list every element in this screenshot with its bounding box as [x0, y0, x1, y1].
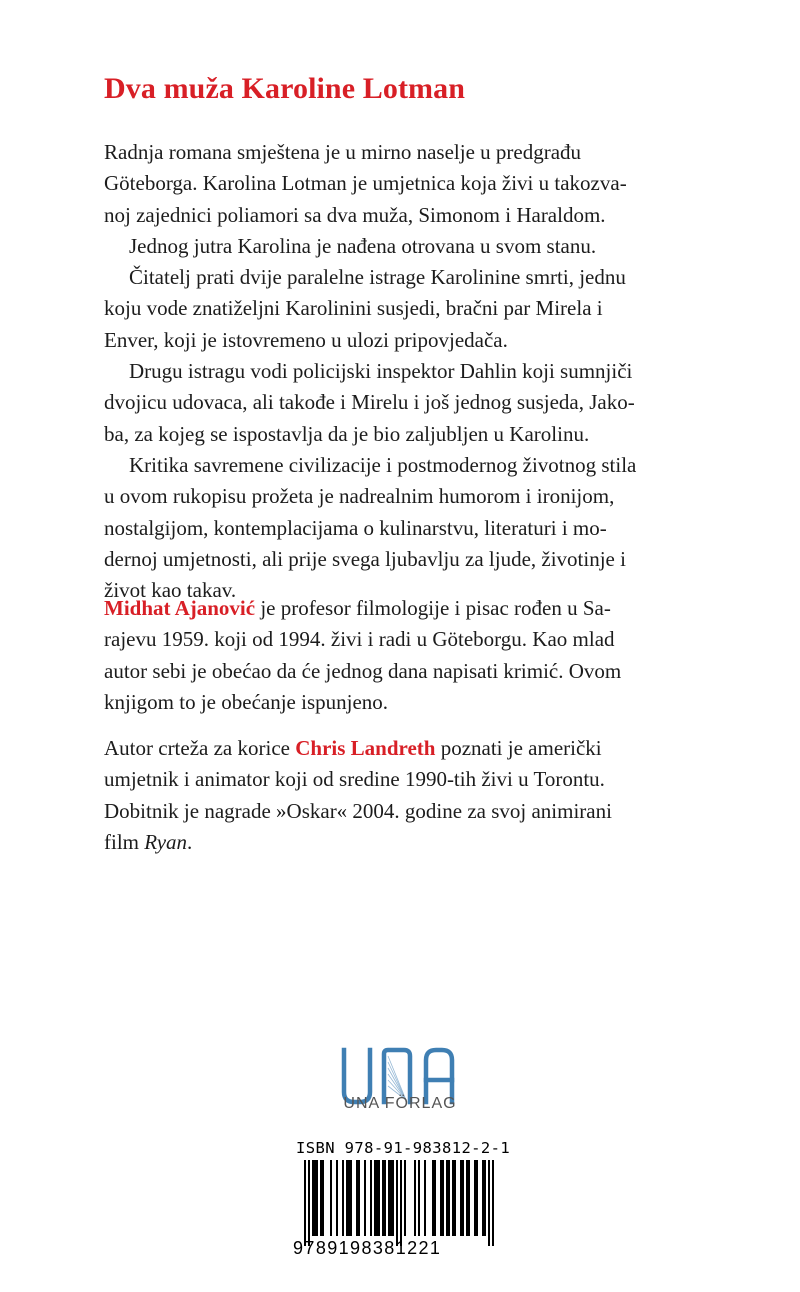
- bio-text: je profesor filmologije i pisac rođen u Sa-: [255, 596, 611, 620]
- blurb-paragraph-5: [104, 450, 714, 606]
- credit-text: Autor crteža za korice: [104, 736, 296, 760]
- blurb-line: koju vode znatiželjni Karolinini susjedi, bračni par Mirela i: [104, 296, 603, 321]
- blurb-line: u ovom rukopisu prožeta je nadrealnim humorom i ironijom,: [104, 484, 615, 509]
- blurb-line: Radnja romana smještena je u mirno naselje u predgrađu: [104, 140, 582, 164]
- isbn-label: ISBN 978-91-983812-2-1: [296, 1139, 511, 1157]
- publisher-name: UNA FÖRLAG: [343, 1095, 457, 1112]
- barcode-bar: [442, 1160, 444, 1236]
- barcode-bar: [364, 1160, 366, 1236]
- blurb-paragraph-3: [104, 262, 714, 356]
- barcode-bar: [476, 1160, 478, 1236]
- barcode-bar: [350, 1160, 352, 1236]
- barcode-bar: [400, 1160, 402, 1246]
- barcode-bar: [356, 1160, 358, 1236]
- barcode-bar: [378, 1160, 380, 1236]
- barcode-bar: [474, 1160, 476, 1236]
- barcode-bar: [314, 1160, 316, 1236]
- barcode-bar: [488, 1160, 490, 1246]
- barcode-bar: [434, 1160, 436, 1236]
- author-name: Midhat Ajanović: [104, 596, 256, 620]
- credit-text: film: [104, 829, 145, 854]
- illustrator-name: Chris Landreth: [295, 736, 436, 760]
- film-title: Ryan: [144, 829, 188, 854]
- credit-line: [104, 733, 724, 764]
- barcode-bar: [384, 1160, 386, 1236]
- barcode-bar: [452, 1160, 454, 1236]
- credit-line: umjetnik i animator koji od sredine 1990-tih živi u Torontu.: [104, 767, 605, 792]
- blurb-line: Göteborga. Karolina Lotman je umjetnica koja živi u takozva-: [104, 171, 627, 196]
- blurb-paragraph-4: [104, 356, 714, 450]
- barcode-bar: [418, 1160, 420, 1236]
- barcode-bar: [446, 1160, 448, 1236]
- blurb-line: Kritika savremene civilizacije i postmodernog životnog stila: [129, 452, 637, 477]
- barcode-bar: [484, 1160, 486, 1236]
- bio-line: knjigom to je obećanje ispunjeno.: [104, 689, 389, 714]
- barcode-bar: [390, 1160, 392, 1236]
- barcode-bar: [358, 1160, 360, 1236]
- barcode-bar: [482, 1160, 484, 1236]
- barcode-bar: [448, 1160, 450, 1236]
- barcode-bar: [304, 1160, 306, 1246]
- bio-line: [104, 593, 714, 624]
- barcode-bar: [424, 1160, 426, 1236]
- barcode-bar: [312, 1160, 314, 1236]
- barcode-bar: [454, 1160, 456, 1236]
- barcode-bar: [308, 1160, 310, 1246]
- blurb-line: ba, za kojeg se ispostavlja da je bio zaljubljen u Karolinu.: [104, 421, 590, 446]
- barcode-bar: [382, 1160, 384, 1236]
- blurb-paragraph-1: [104, 137, 714, 231]
- barcode-bar: [492, 1160, 494, 1246]
- barcode-bar: [330, 1160, 332, 1236]
- blurb-line: Čitatelj prati dvije paralelne istrage Karolinine smrti, jednu: [129, 265, 626, 290]
- barcode-bar: [460, 1160, 462, 1236]
- barcode-bar: [374, 1160, 376, 1236]
- barcode-bar: [404, 1160, 406, 1236]
- blurb-line: dvojicu udovaca, ali takođe i Mirelu i još jednog susjeda, Jako-: [104, 390, 635, 415]
- blurb-line: život kao takav.: [104, 578, 237, 603]
- blurb-line: nostalgijom, kontemplacijama o kulinarstvu, literaturi i mo-: [104, 515, 607, 540]
- credit-text: poznati je američki: [435, 736, 602, 760]
- blurb-line: Drugu istragu vodi policijski inspektor Dahlin koji sumnjiči: [129, 359, 633, 384]
- blurb-line: noj zajednici poliamori sa dva muža, Simonom i Haraldom.: [104, 202, 606, 227]
- bio-line: autor sebi je obećao da će jednog dana napisati krimić. Ovom: [104, 658, 622, 683]
- credit-text: .: [187, 829, 193, 854]
- blurb-line: dernoj umjetnosti, ali prije svega ljubavlju za ljude, životinje i: [104, 546, 626, 571]
- barcode-bar: [370, 1160, 372, 1236]
- cover-credit: [104, 733, 724, 858]
- book-blurb: [104, 137, 714, 606]
- barcode-bar: [392, 1160, 394, 1236]
- blurb-line: Jednog jutra Karolina je nađena otrovana u svom stanu.: [129, 233, 597, 258]
- barcode-bar: [342, 1160, 344, 1236]
- barcode-bar: [388, 1160, 390, 1236]
- barcode-bar: [468, 1160, 470, 1236]
- barcode-bar: [466, 1160, 468, 1236]
- bio-line: rajevu 1959. koji od 1994. živi i radi u Göteborgu. Kao mlad: [104, 627, 615, 652]
- barcode-bar: [348, 1160, 350, 1236]
- ean-digits: 9789198381221: [293, 1238, 442, 1258]
- credit-line: Dobitnik je nagrade »Oskar« 2004. godine za svoj animirani: [104, 798, 612, 823]
- blurb-line: Enver, koji je istovremeno u ulozi pripovjedača.: [104, 327, 508, 352]
- barcode-bar: [376, 1160, 378, 1236]
- barcode-bar: [396, 1160, 398, 1246]
- barcode-bar: [432, 1160, 434, 1236]
- book-title: Dva muža Karoline Lotman: [104, 72, 466, 105]
- barcode-bar: [316, 1160, 318, 1236]
- barcode-bar: [322, 1160, 324, 1236]
- barcode-bar: [320, 1160, 322, 1236]
- barcode-bar: [346, 1160, 348, 1236]
- author-bio: [104, 593, 714, 718]
- barcode-bar: [440, 1160, 442, 1236]
- credit-line: [104, 827, 724, 858]
- barcode-bar: [414, 1160, 416, 1236]
- barcode-bar: [462, 1160, 464, 1236]
- blurb-paragraph-2: [104, 231, 714, 262]
- barcode-bar: [336, 1160, 338, 1236]
